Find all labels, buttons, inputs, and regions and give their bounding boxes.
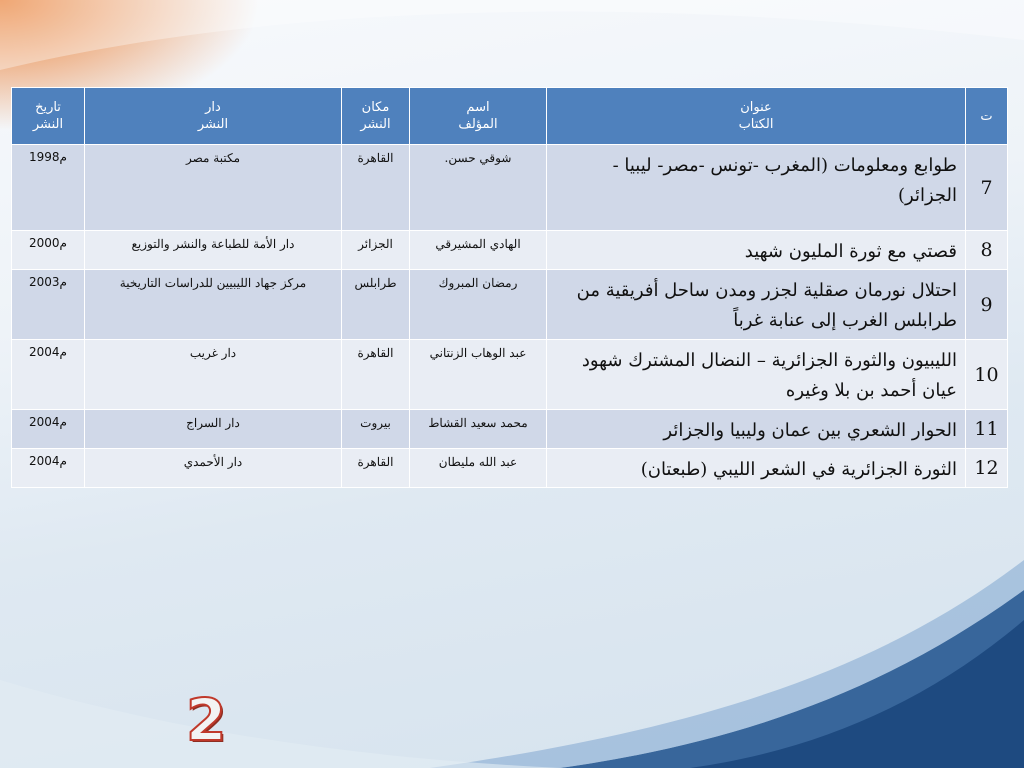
cell-number: 11	[966, 410, 1008, 449]
cell-number: 8	[966, 231, 1008, 270]
table-row	[12, 449, 1008, 488]
cell-title: قصتي مع ثورة المليون شهيد	[547, 231, 966, 270]
table-header-row	[12, 88, 1008, 145]
cell-title: الحوار الشعري بين عمان وليبيا والجزائر	[547, 410, 966, 449]
cell-title: الثورة الجزائرية في الشعر الليبي (طبعتان)	[547, 449, 966, 488]
header-publish-place: مكان النشر	[342, 88, 410, 145]
cell-number: 10	[966, 340, 1008, 410]
cell-author: محمد سعيد القشاط	[410, 410, 547, 449]
table-row	[12, 231, 1008, 270]
cell-title: احتلال نورمان صقلية لجزر ومدن ساحل أفريقية من طرابلس الغرب إلى عنابة غرباً	[547, 270, 966, 340]
cell-title: الليبيون والثورة الجزائرية – النضال المشترك شهود عيان أحمد بن بلا وغيره	[547, 340, 966, 410]
header-book-title: عنوان الكتاب	[547, 88, 966, 145]
table-row	[12, 410, 1008, 449]
cell-date: 2000م	[12, 231, 85, 270]
cell-number: 12	[966, 449, 1008, 488]
slide-number: 2	[186, 686, 227, 754]
cell-date: 1998م	[12, 145, 85, 231]
cell-publisher: دار غريب	[85, 340, 342, 410]
cell-author: شوقي حسن.	[410, 145, 547, 231]
header-author: اسم المؤلف	[410, 88, 547, 145]
cell-place: الجزائر	[342, 231, 410, 270]
bottom-swoosh-decoration	[0, 560, 1024, 768]
cell-place: القاهرة	[342, 145, 410, 231]
cell-author: الهادي المشيرقي	[410, 231, 547, 270]
cell-place: بيروت	[342, 410, 410, 449]
header-publisher: دار النشر	[85, 88, 342, 145]
cell-place: القاهرة	[342, 340, 410, 410]
header-publish-date: تاريخ النشر	[12, 88, 85, 145]
cell-place: القاهرة	[342, 449, 410, 488]
cell-date: 2004م	[12, 410, 85, 449]
cell-place: طرابلس	[342, 270, 410, 340]
cell-publisher: مكتبة مصر	[85, 145, 342, 231]
table-row	[12, 145, 1008, 231]
top-decoration	[0, 0, 1024, 90]
cell-publisher: مركز جهاد الليبيين للدراسات التاريخية	[85, 270, 342, 340]
cell-author: عبد الله مليطان	[410, 449, 547, 488]
cell-number: 7	[966, 145, 1008, 231]
cell-author: رمضان المبروك	[410, 270, 547, 340]
cell-date: 2004م	[12, 449, 85, 488]
header-number: ت	[966, 88, 1008, 145]
table-row	[12, 340, 1008, 410]
cell-title: طوابع ومعلومات (المغرب -تونس -مصر- ليبيا - الجزائر)	[547, 145, 966, 231]
cell-publisher: دار السراج	[85, 410, 342, 449]
cell-author: عبد الوهاب الزنتاني	[410, 340, 547, 410]
cell-date: 2003م	[12, 270, 85, 340]
cell-publisher: دار الأمة للطباعة والنشر والتوزيع	[85, 231, 342, 270]
table-row	[12, 270, 1008, 340]
books-table	[11, 87, 1008, 488]
cell-date: 2004م	[12, 340, 85, 410]
cell-publisher: دار الأحمدي	[85, 449, 342, 488]
cell-number: 9	[966, 270, 1008, 340]
